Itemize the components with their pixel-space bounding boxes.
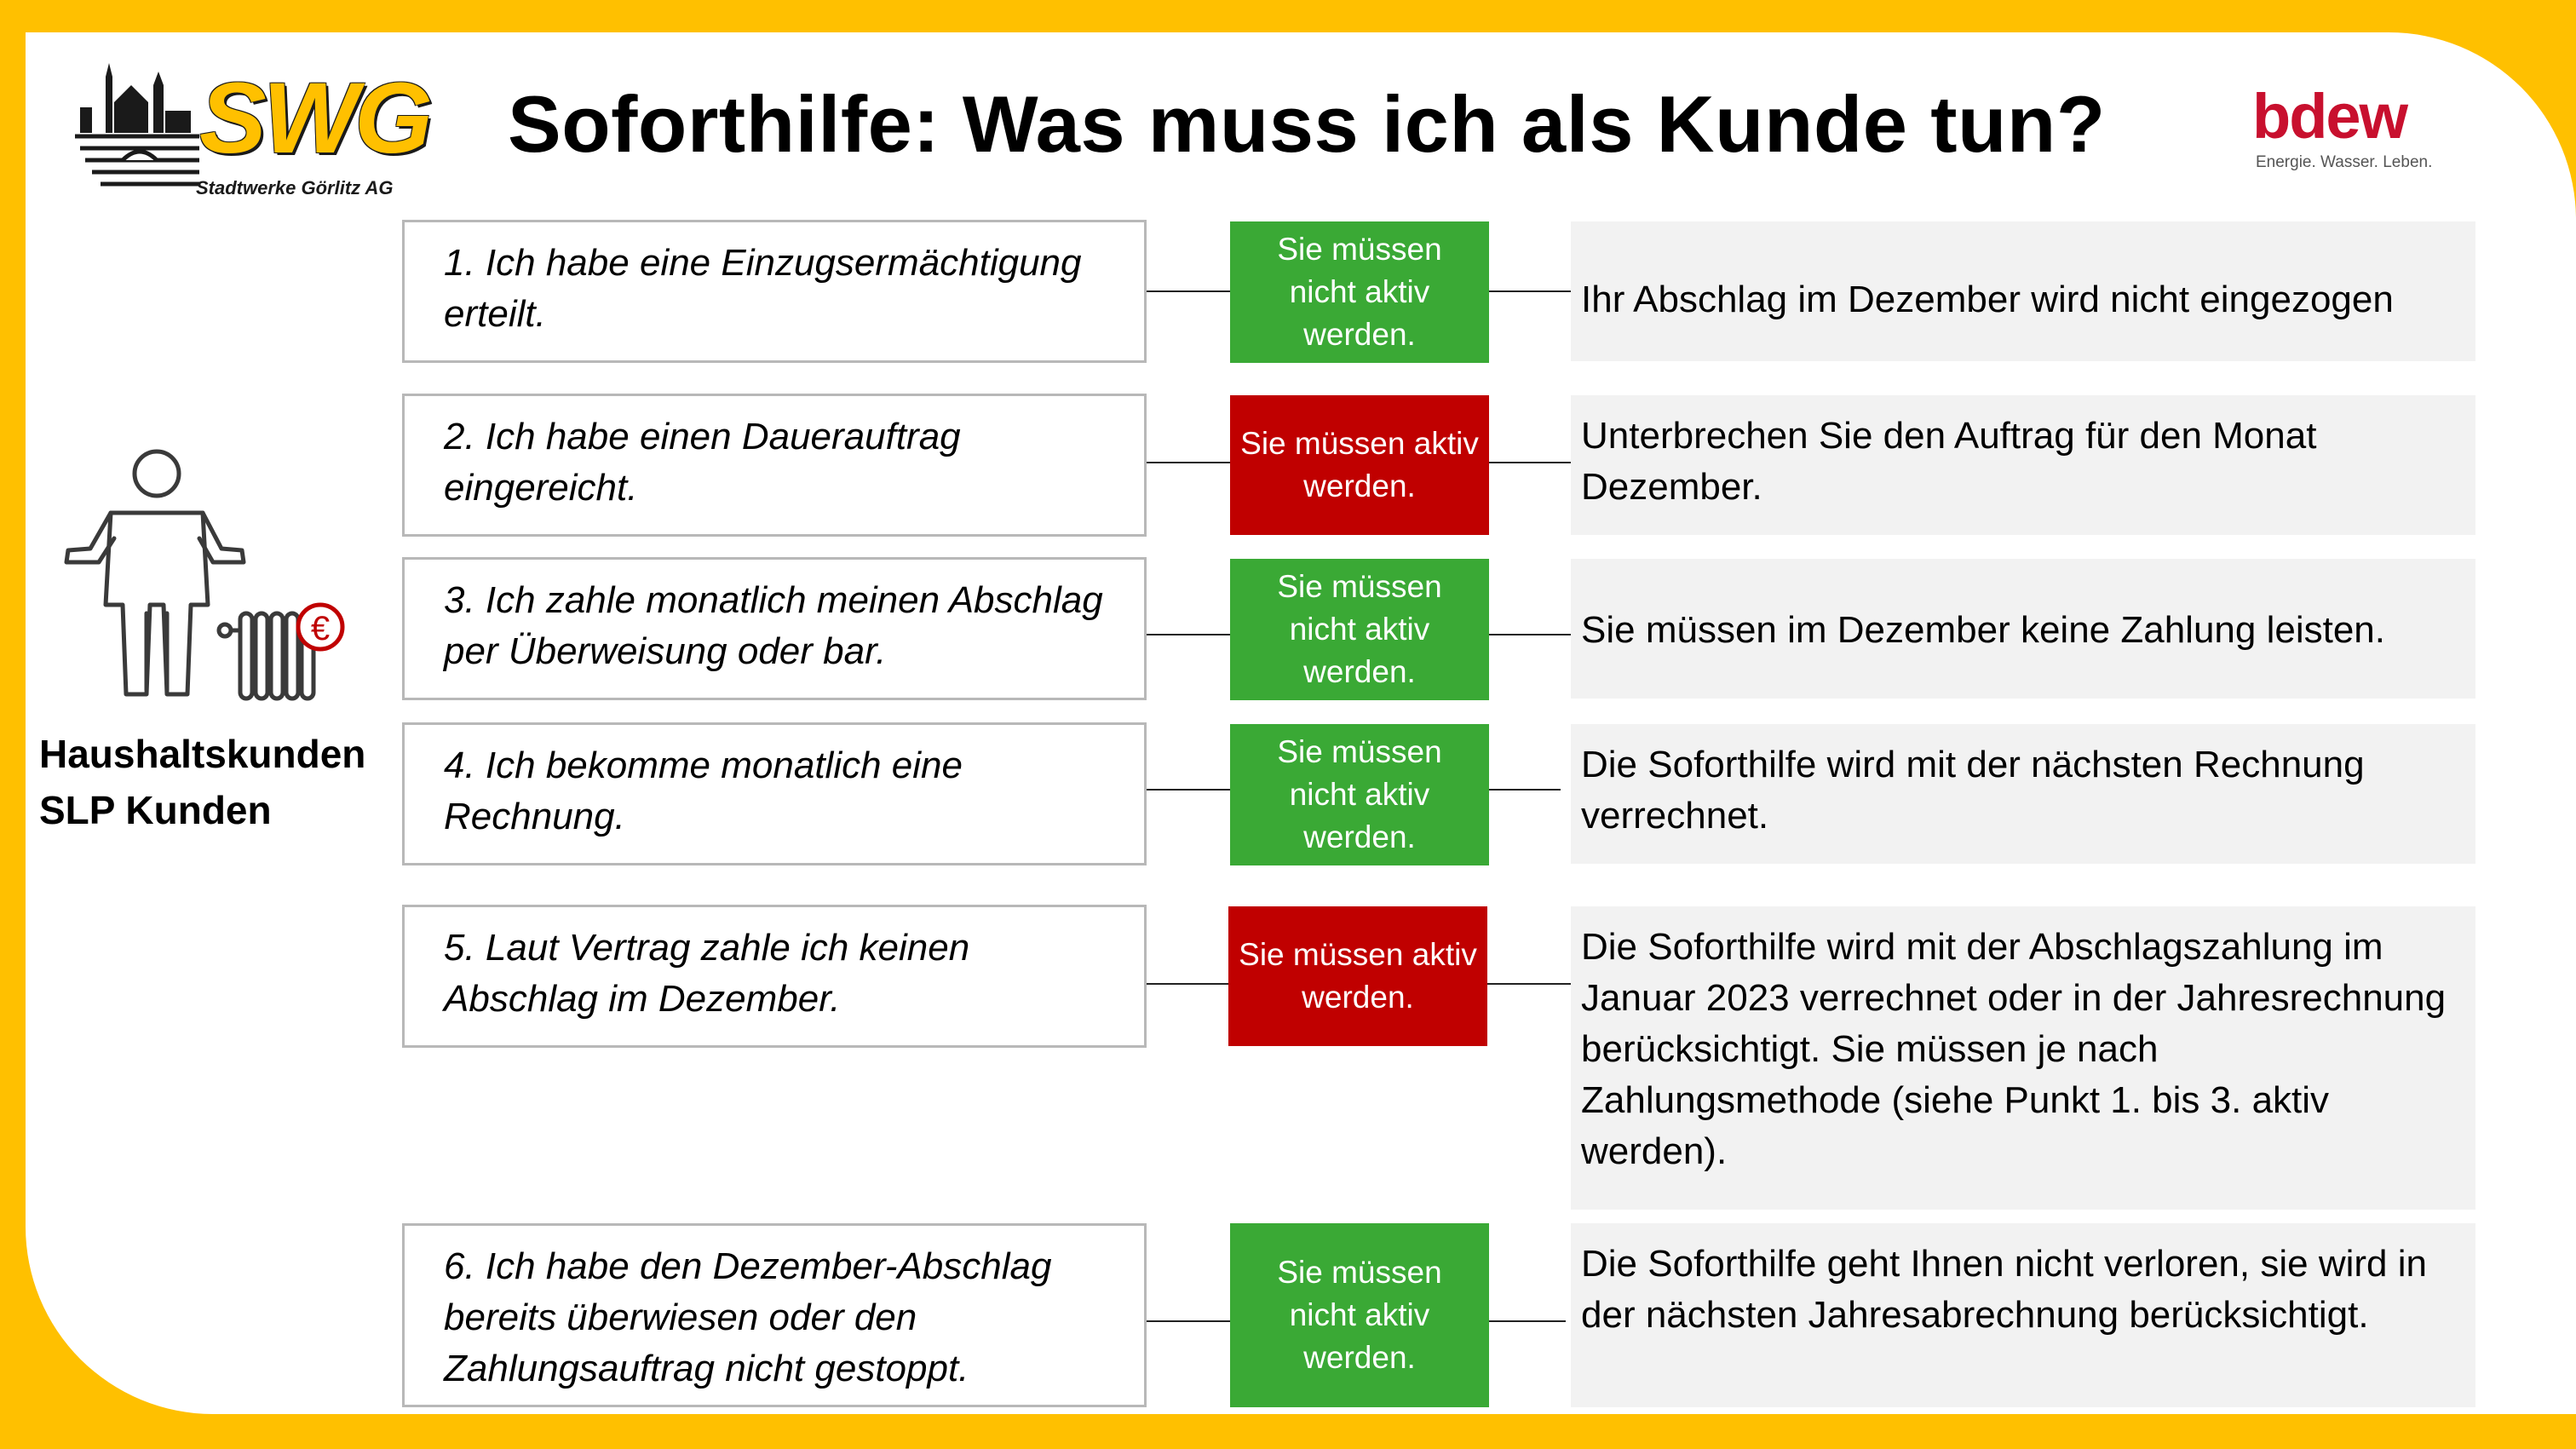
- question-box-1: 1. Ich habe eine Einzugsermächtigung erteilt.: [402, 220, 1147, 363]
- question-box-5: 5. Laut Vertrag zahle ich keinen Abschlag im Dezember.: [402, 905, 1147, 1048]
- question-box-6: 6. Ich habe den Dezember-Abschlag bereits überwiesen oder den Zahlungsauftrag nicht gestoppt.: [402, 1223, 1147, 1407]
- swg-logo-subtitle: Stadtwerke Görlitz AG: [196, 177, 394, 198]
- connector-line: [1487, 983, 1571, 985]
- question-box-3: 3. Ich zahle monatlich meinen Abschlag per Überweisung oder bar.: [402, 557, 1147, 700]
- answer-box-1: Ihr Abschlag im Dezember wird nicht eingezogen: [1571, 221, 2475, 361]
- town-skyline-icon: [72, 60, 208, 204]
- connector-line: [1489, 789, 1561, 791]
- answer-box-5: Die Soforthilfe wird mit der Abschlagszahlung im Januar 2023 verrechnet oder in der Jahresrechnung berücksichtigt. Sie müssen je nach Zahlungsmethode (siehe Punkt 1. bis 3. aktiv werden).: [1571, 906, 2475, 1210]
- connector-line: [1147, 634, 1232, 635]
- status-badge-4: Sie müssen nicht aktiv werden.: [1230, 724, 1489, 865]
- swg-logo-text: SWG: [199, 62, 429, 175]
- page-title: Soforthilfe: Was muss ich als Kunde tun?: [508, 79, 2106, 169]
- bdew-logo: [2252, 81, 2440, 179]
- customer-type-label: [39, 726, 365, 838]
- answer-box-2: Unterbrechen Sie den Auftrag für den Monat Dezember.: [1571, 395, 2475, 535]
- connector-line: [1147, 983, 1228, 985]
- connector-line: [1147, 290, 1232, 292]
- connector-line: [1489, 462, 1571, 463]
- answer-box-4: Die Soforthilfe wird mit der nächsten Rechnung verrechnet.: [1571, 724, 2475, 864]
- status-badge-1: Sie müssen nicht aktiv werden.: [1230, 221, 1489, 363]
- person-shrug-icon: [60, 443, 366, 716]
- status-badge-5: Sie müssen aktiv werden.: [1228, 906, 1487, 1046]
- question-box-2: 2. Ich habe einen Dauerauftrag eingereicht.: [402, 394, 1147, 537]
- connector-line: [1489, 634, 1571, 635]
- euro-icon: [298, 605, 342, 649]
- answer-box-6: Die Soforthilfe geht Ihnen nicht verloren, sie wird in der nächsten Jahresabrechnung berücksichtigt.: [1571, 1223, 2475, 1407]
- bdew-logo-text: bdew: [2252, 81, 2407, 152]
- status-badge-2: Sie müssen aktiv werden.: [1230, 395, 1489, 535]
- customer-type-line2: SLP Kunden: [39, 788, 272, 832]
- question-box-4: 4. Ich bekomme monatlich eine Rechnung.: [402, 722, 1147, 865]
- connector-line: [1489, 1320, 1566, 1322]
- status-badge-6: Sie müssen nicht aktiv werden.: [1230, 1223, 1489, 1407]
- svg-text:€: €: [310, 610, 331, 647]
- connector-line: [1138, 789, 1232, 791]
- connector-line: [1489, 290, 1571, 292]
- customer-type-line1: Haushaltskunden: [39, 732, 366, 776]
- bdew-logo-tagline: Energie. Wasser. Leben.: [2256, 153, 2433, 171]
- connector-line: [1147, 462, 1232, 463]
- answer-box-3: Sie müssen im Dezember keine Zahlung leisten.: [1571, 559, 2475, 699]
- swg-logo: [72, 60, 446, 204]
- status-badge-3: Sie müssen nicht aktiv werden.: [1230, 559, 1489, 700]
- connector-line: [1141, 1320, 1232, 1322]
